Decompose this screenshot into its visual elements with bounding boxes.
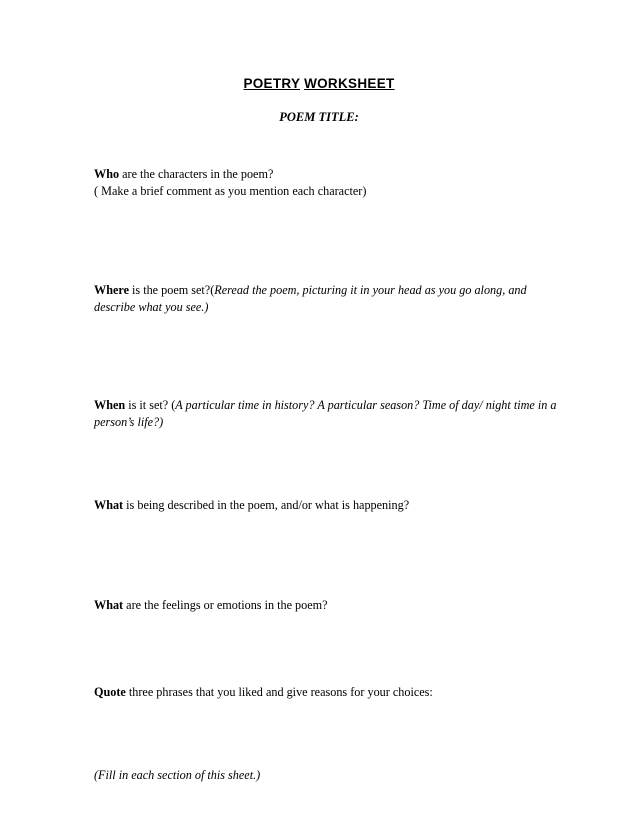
question-keyword: Who xyxy=(94,167,120,181)
question-text: are the feelings or emotions in the poem? xyxy=(123,598,328,612)
question-keyword: What xyxy=(94,498,124,512)
question-italic-text: A particular time in history? A particular season? Time of day/ night time in a person’s life?) xyxy=(94,398,557,429)
footer-note: (Fill in each section of this sheet.) xyxy=(94,768,261,782)
question-keyword: What xyxy=(94,598,124,612)
question-text: is it set? ( xyxy=(125,398,176,412)
question-keyword: Where xyxy=(94,283,129,297)
title-word-worksheet: WORKSHEET xyxy=(304,76,395,91)
poem-title-label: POEM TITLE: xyxy=(279,110,359,124)
question-when xyxy=(94,397,564,430)
question-keyword: When xyxy=(94,398,126,412)
question-what-described xyxy=(94,497,564,514)
question-what-feelings xyxy=(94,597,564,614)
question-keyword: Quote xyxy=(94,685,126,699)
question-italic-text: Reread the poem, picturing it in your head as you go along, and describe what you see.) xyxy=(94,283,527,314)
question-text: are the characters in the poem? xyxy=(119,167,274,181)
question-quote xyxy=(94,684,564,701)
question-subtext: ( Make a brief comment as you mention each character) xyxy=(94,183,367,198)
question-where xyxy=(94,282,564,315)
question-text: three phrases that you liked and give reasons for your choices: xyxy=(125,685,433,699)
question-who xyxy=(94,166,564,199)
question-text: is the poem set?( xyxy=(128,283,215,297)
title-word-poetry: POETRY xyxy=(243,76,301,91)
question-text: is being described in the poem, and/or what is happening? xyxy=(123,498,410,512)
worksheet-title xyxy=(0,76,638,91)
